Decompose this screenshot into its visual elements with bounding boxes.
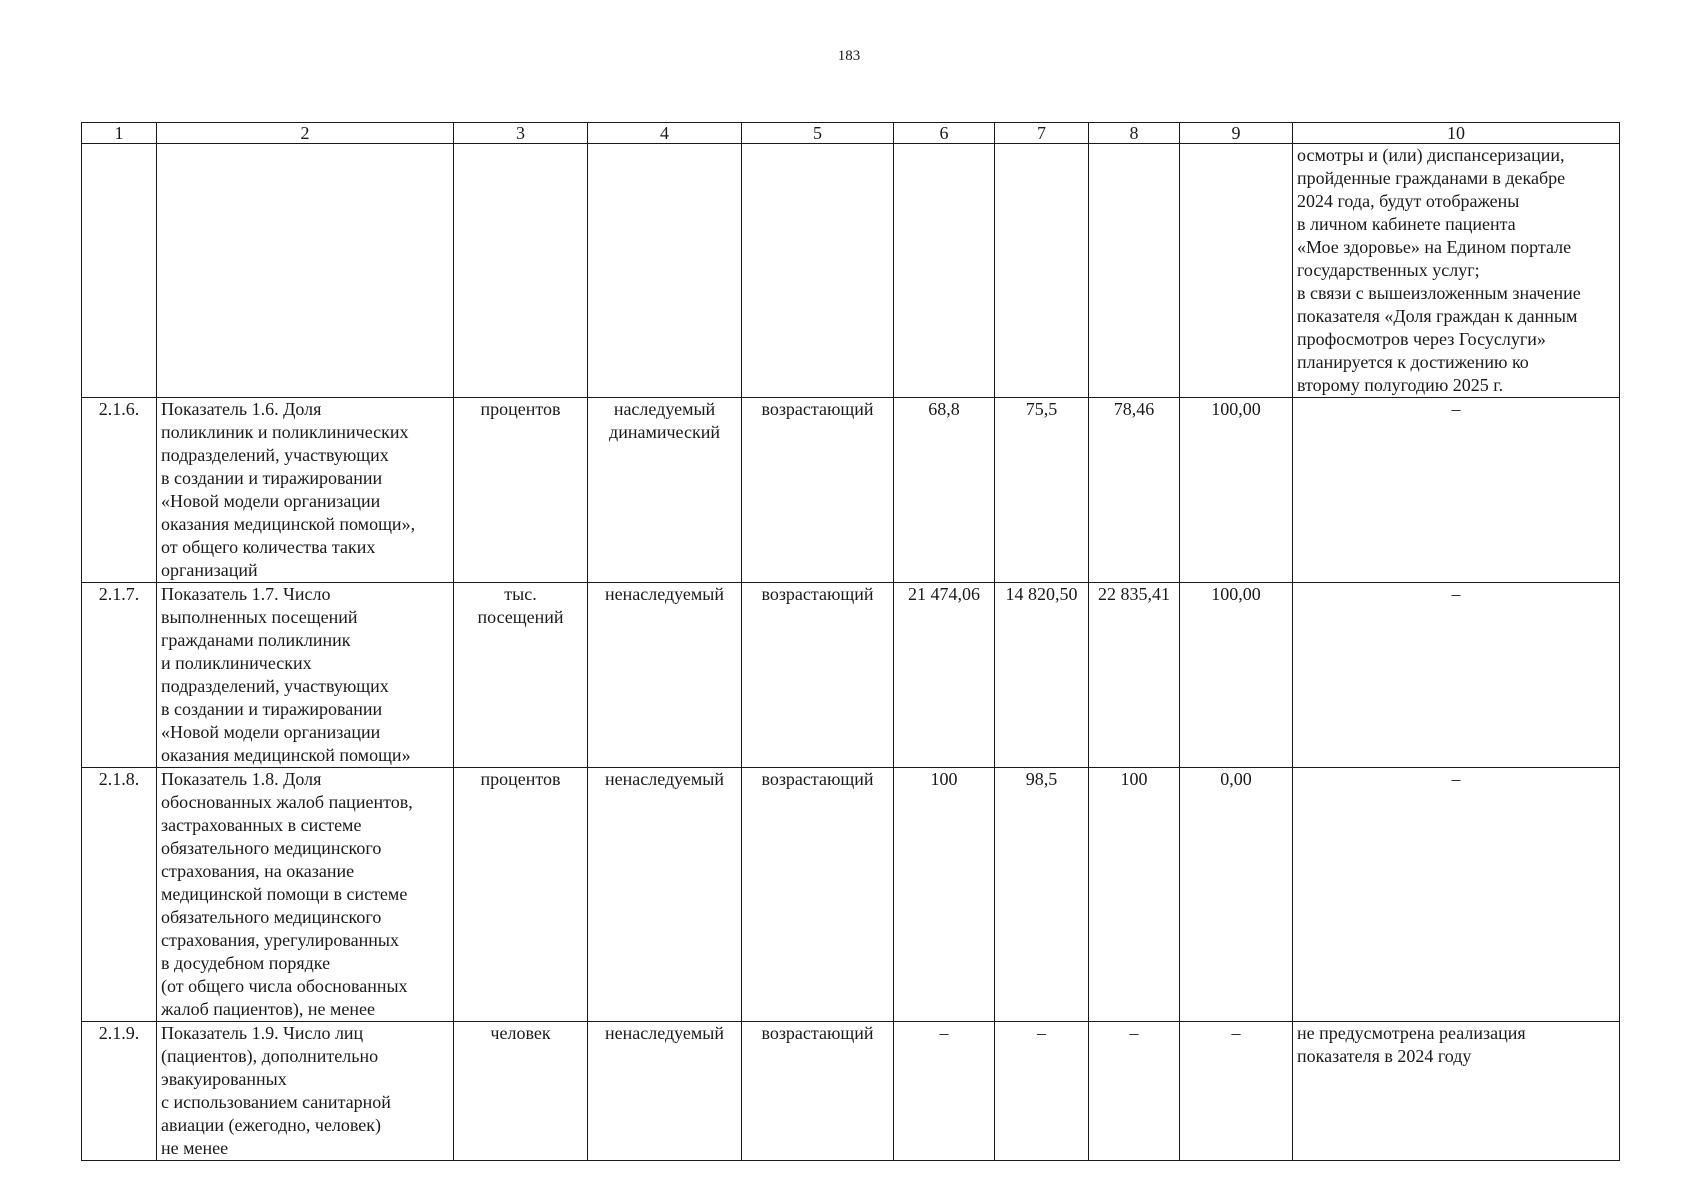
direction-cell: возрастающий bbox=[742, 1022, 894, 1161]
row-number: 2.1.8. bbox=[82, 768, 157, 1022]
direction-cell bbox=[742, 144, 894, 398]
note-cell: осмотры и (или) диспансеризации, пройденные гражданами в декабре 2024 года, будут отображены в личном кабинете пациента «Мое здоровье» на Едином портале государственных услуг; в связи с вышеизложенным значение показателя «Доля граждан к данным профосмотров через Госуслуги» планируется к достижению ко второму полугодию 2025 г. bbox=[1293, 144, 1620, 398]
type-cell: ненаследуемый bbox=[588, 1022, 742, 1161]
value-cell: 100,00 bbox=[1180, 398, 1293, 583]
value-cell: – bbox=[1180, 1022, 1293, 1161]
value-cell: 21 474,06 bbox=[894, 583, 995, 768]
value-cell: 98,5 bbox=[995, 768, 1089, 1022]
indicator-name: Показатель 1.9. Число лиц (пациентов), дополнительно эвакуированных с использованием санитарной авиации (ежегодно, человек) не менее bbox=[157, 1022, 454, 1161]
column-header: 4 bbox=[588, 123, 742, 144]
indicator-name: Показатель 1.7. Число выполненных посещений гражданами поликлиник и поликлинических подразделений, участвующих в создании и тиражировании «Новой модели организации оказания медицинской помощи» bbox=[157, 583, 454, 768]
column-header: 10 bbox=[1293, 123, 1620, 144]
table-row bbox=[82, 398, 1620, 583]
value-cell: 14 820,50 bbox=[995, 583, 1089, 768]
row-number: 2.1.6. bbox=[82, 398, 157, 583]
note-cell: не предусмотрена реализация показателя в 2024 году bbox=[1293, 1022, 1620, 1161]
table-row bbox=[82, 1022, 1620, 1161]
row-number: 2.1.7. bbox=[82, 583, 157, 768]
column-header: 9 bbox=[1180, 123, 1293, 144]
indicator-name: Показатель 1.8. Доля обоснованных жалоб пациентов, застрахованных в системе обязательного медицинского страхования, на оказание медицинской помощи в системе обязательного медицинского страхования, урегулированных в досудебном порядке (от общего числа обоснованных жалоб пациентов), не менее bbox=[157, 768, 454, 1022]
value-cell: 75,5 bbox=[995, 398, 1089, 583]
unit-cell: человек bbox=[454, 1022, 588, 1161]
value-cell: 78,46 bbox=[1089, 398, 1180, 583]
type-cell bbox=[588, 144, 742, 398]
value-cell: 100 bbox=[1089, 768, 1180, 1022]
type-cell: ненаследуемый bbox=[588, 583, 742, 768]
type-cell: наследуемый динамический bbox=[588, 398, 742, 583]
unit-cell bbox=[454, 144, 588, 398]
direction-cell: возрастающий bbox=[742, 398, 894, 583]
indicator-name bbox=[157, 144, 454, 398]
direction-cell: возрастающий bbox=[742, 583, 894, 768]
page-number: 183 bbox=[837, 48, 861, 64]
row-number bbox=[82, 144, 157, 398]
value-cell bbox=[1089, 144, 1180, 398]
table-row bbox=[82, 583, 1620, 768]
unit-cell: процентов bbox=[454, 768, 588, 1022]
value-cell bbox=[894, 144, 995, 398]
value-cell: – bbox=[995, 1022, 1089, 1161]
unit-cell: тыс. посещений bbox=[454, 583, 588, 768]
table-row bbox=[82, 768, 1620, 1022]
value-cell: 0,00 bbox=[1180, 768, 1293, 1022]
value-cell: – bbox=[1089, 1022, 1180, 1161]
note-cell: – bbox=[1293, 768, 1620, 1022]
note-cell: – bbox=[1293, 583, 1620, 768]
value-cell: 100 bbox=[894, 768, 995, 1022]
unit-cell: процентов bbox=[454, 398, 588, 583]
type-cell: ненаследуемый bbox=[588, 768, 742, 1022]
indicator-name: Показатель 1.6. Доля поликлиник и поликлинических подразделений, участвующих в создании и тиражировании «Новой модели организации оказания медицинской помощи», от общего количества таких организаций bbox=[157, 398, 454, 583]
value-cell: 22 835,41 bbox=[1089, 583, 1180, 768]
value-cell: – bbox=[894, 1022, 995, 1161]
indicators-table bbox=[81, 122, 1620, 1161]
column-header: 8 bbox=[1089, 123, 1180, 144]
header-row bbox=[82, 123, 1620, 144]
column-header: 2 bbox=[157, 123, 454, 144]
note-cell: – bbox=[1293, 398, 1620, 583]
value-cell: 100,00 bbox=[1180, 583, 1293, 768]
column-header: 5 bbox=[742, 123, 894, 144]
column-header: 6 bbox=[894, 123, 995, 144]
column-header: 7 bbox=[995, 123, 1089, 144]
row-number: 2.1.9. bbox=[82, 1022, 157, 1161]
table-row bbox=[82, 144, 1620, 398]
value-cell bbox=[995, 144, 1089, 398]
column-header: 1 bbox=[82, 123, 157, 144]
value-cell bbox=[1180, 144, 1293, 398]
value-cell: 68,8 bbox=[894, 398, 995, 583]
column-header: 3 bbox=[454, 123, 588, 144]
direction-cell: возрастающий bbox=[742, 768, 894, 1022]
